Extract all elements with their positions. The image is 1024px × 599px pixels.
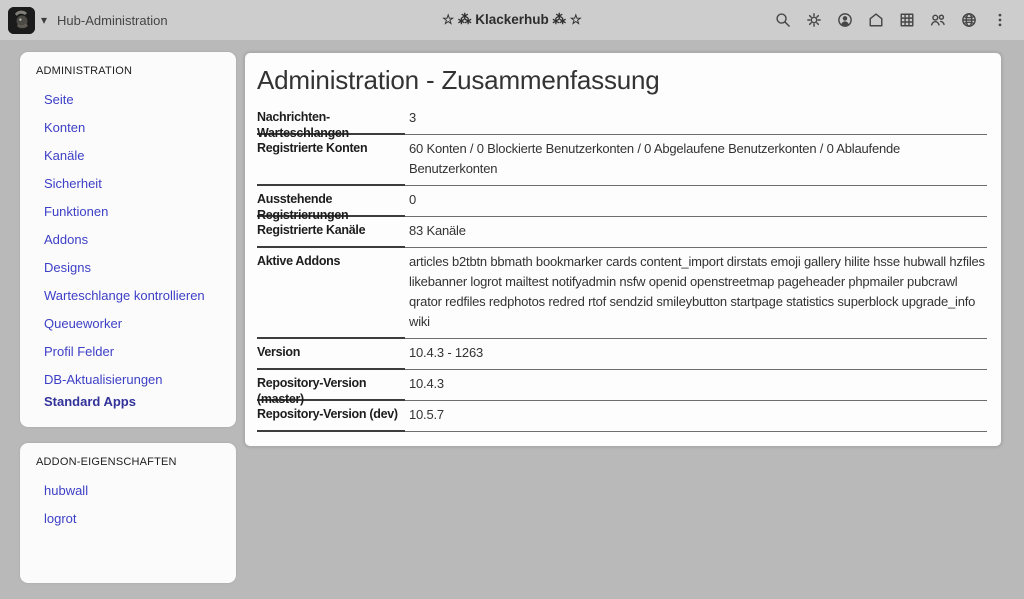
row-value: 60 Konten / 0 Blockierte Benutzerkonten / 0 Abgelaufene Benutzerkonten / 0 Ablaufende Benutzerkonten: [405, 135, 987, 186]
gear-icon[interactable]: [802, 8, 826, 32]
table-row: [257, 217, 987, 248]
row-value: 10.4.3: [405, 370, 987, 401]
row-label: Repository-Version (master): [257, 376, 367, 406]
sidebar-item-standard-apps[interactable]: Standard Apps: [44, 394, 136, 409]
sidebar-item-sicherheit[interactable]: Sicherheit: [44, 176, 102, 191]
table-row: [257, 401, 987, 432]
sidebar-section-administration: [20, 52, 236, 427]
row-value: 10.4.3 - 1263: [405, 339, 987, 370]
sidebar-item-hubwall[interactable]: hubwall: [44, 483, 89, 498]
row-label: Repository-Version (dev): [257, 407, 398, 421]
row-value: 83 Kanäle: [405, 217, 987, 248]
sidebar-section-addon-eigenschaften: [20, 443, 236, 583]
kebab-menu-icon[interactable]: [988, 8, 1012, 32]
row-value: articles b2tbtn bbmath bookmarker cards content_import dirstats emoji gallery hilite hsse hubwall hzfiles likebanner logrot mailtest notifyadmin nsfw openid openstreetmap pageheader phpmailer pubcrawl qrator redfiles redphotos redred rtof sendzid smileybutton startpage statistics superblock upgrade_info wiki: [405, 248, 987, 339]
nav-channel-menu[interactable]: [8, 7, 47, 34]
row-value: 3: [405, 104, 987, 135]
sidebar-section-title: ADDON-EIGENSCHAFTEN: [36, 456, 177, 468]
people-icon[interactable]: [926, 8, 950, 32]
home-icon[interactable]: [864, 8, 888, 32]
site-logo[interactable]: [8, 7, 35, 34]
table-row: [257, 248, 987, 339]
admin-summary-card: [244, 52, 1002, 447]
sidebar-item-queueworker[interactable]: Queueworker: [44, 316, 123, 331]
account-icon[interactable]: [833, 8, 857, 32]
table-row: [257, 135, 987, 186]
sidebar-item-designs[interactable]: Designs: [44, 260, 91, 275]
page-title: Administration - Zusammenfassung: [257, 65, 660, 95]
table-row: [257, 370, 987, 401]
sidebar-item-seite[interactable]: Seite: [44, 92, 74, 107]
sidebar-item-funktionen[interactable]: Funktionen: [44, 204, 109, 219]
row-label: Aktive Addons: [257, 254, 341, 268]
sidebar-item-logrot[interactable]: logrot: [44, 511, 77, 526]
sidebar-item-profil-felder[interactable]: Profil Felder: [44, 344, 115, 359]
sidebar-item-konten[interactable]: Konten: [44, 120, 86, 135]
row-label: Ausstehende Registrierungen: [257, 192, 349, 222]
app-title: Hub-Administration: [57, 12, 168, 28]
globe-icon[interactable]: [957, 8, 981, 32]
table-row: [257, 104, 987, 135]
page-body: [0, 40, 1024, 526]
sidebar-item-db-aktualisierungen[interactable]: DB-Aktualisierungen: [44, 372, 163, 387]
admin-sidebar: [20, 52, 236, 599]
row-label: Version: [257, 345, 301, 359]
site-title: ☆ ⁂ Klackerhub ⁂ ☆: [442, 12, 582, 27]
caret-down-icon[interactable]: ▾: [41, 13, 48, 27]
table-row: [257, 339, 987, 370]
apps-grid-icon[interactable]: [895, 8, 919, 32]
sidebar-item-warteschlange-kontrollieren[interactable]: Warteschlange kontrollieren: [44, 288, 205, 303]
navbar: [0, 0, 1024, 40]
summary-table: [257, 104, 987, 432]
navbar-icons: [771, 8, 1012, 32]
sidebar-item-kanaele[interactable]: Kanäle: [44, 148, 85, 163]
row-label: Nachrichten-Warteschlangen: [257, 110, 349, 140]
sidebar-item-addons[interactable]: Addons: [44, 232, 89, 247]
row-label: Registrierte Konten: [257, 141, 368, 155]
row-value: 10.5.7: [405, 401, 987, 432]
search-icon[interactable]: [771, 8, 795, 32]
row-value: 0: [405, 186, 987, 217]
sidebar-section-title: ADMINISTRATION: [36, 65, 133, 77]
table-row: [257, 186, 987, 217]
row-label: Registrierte Kanäle: [257, 223, 366, 237]
